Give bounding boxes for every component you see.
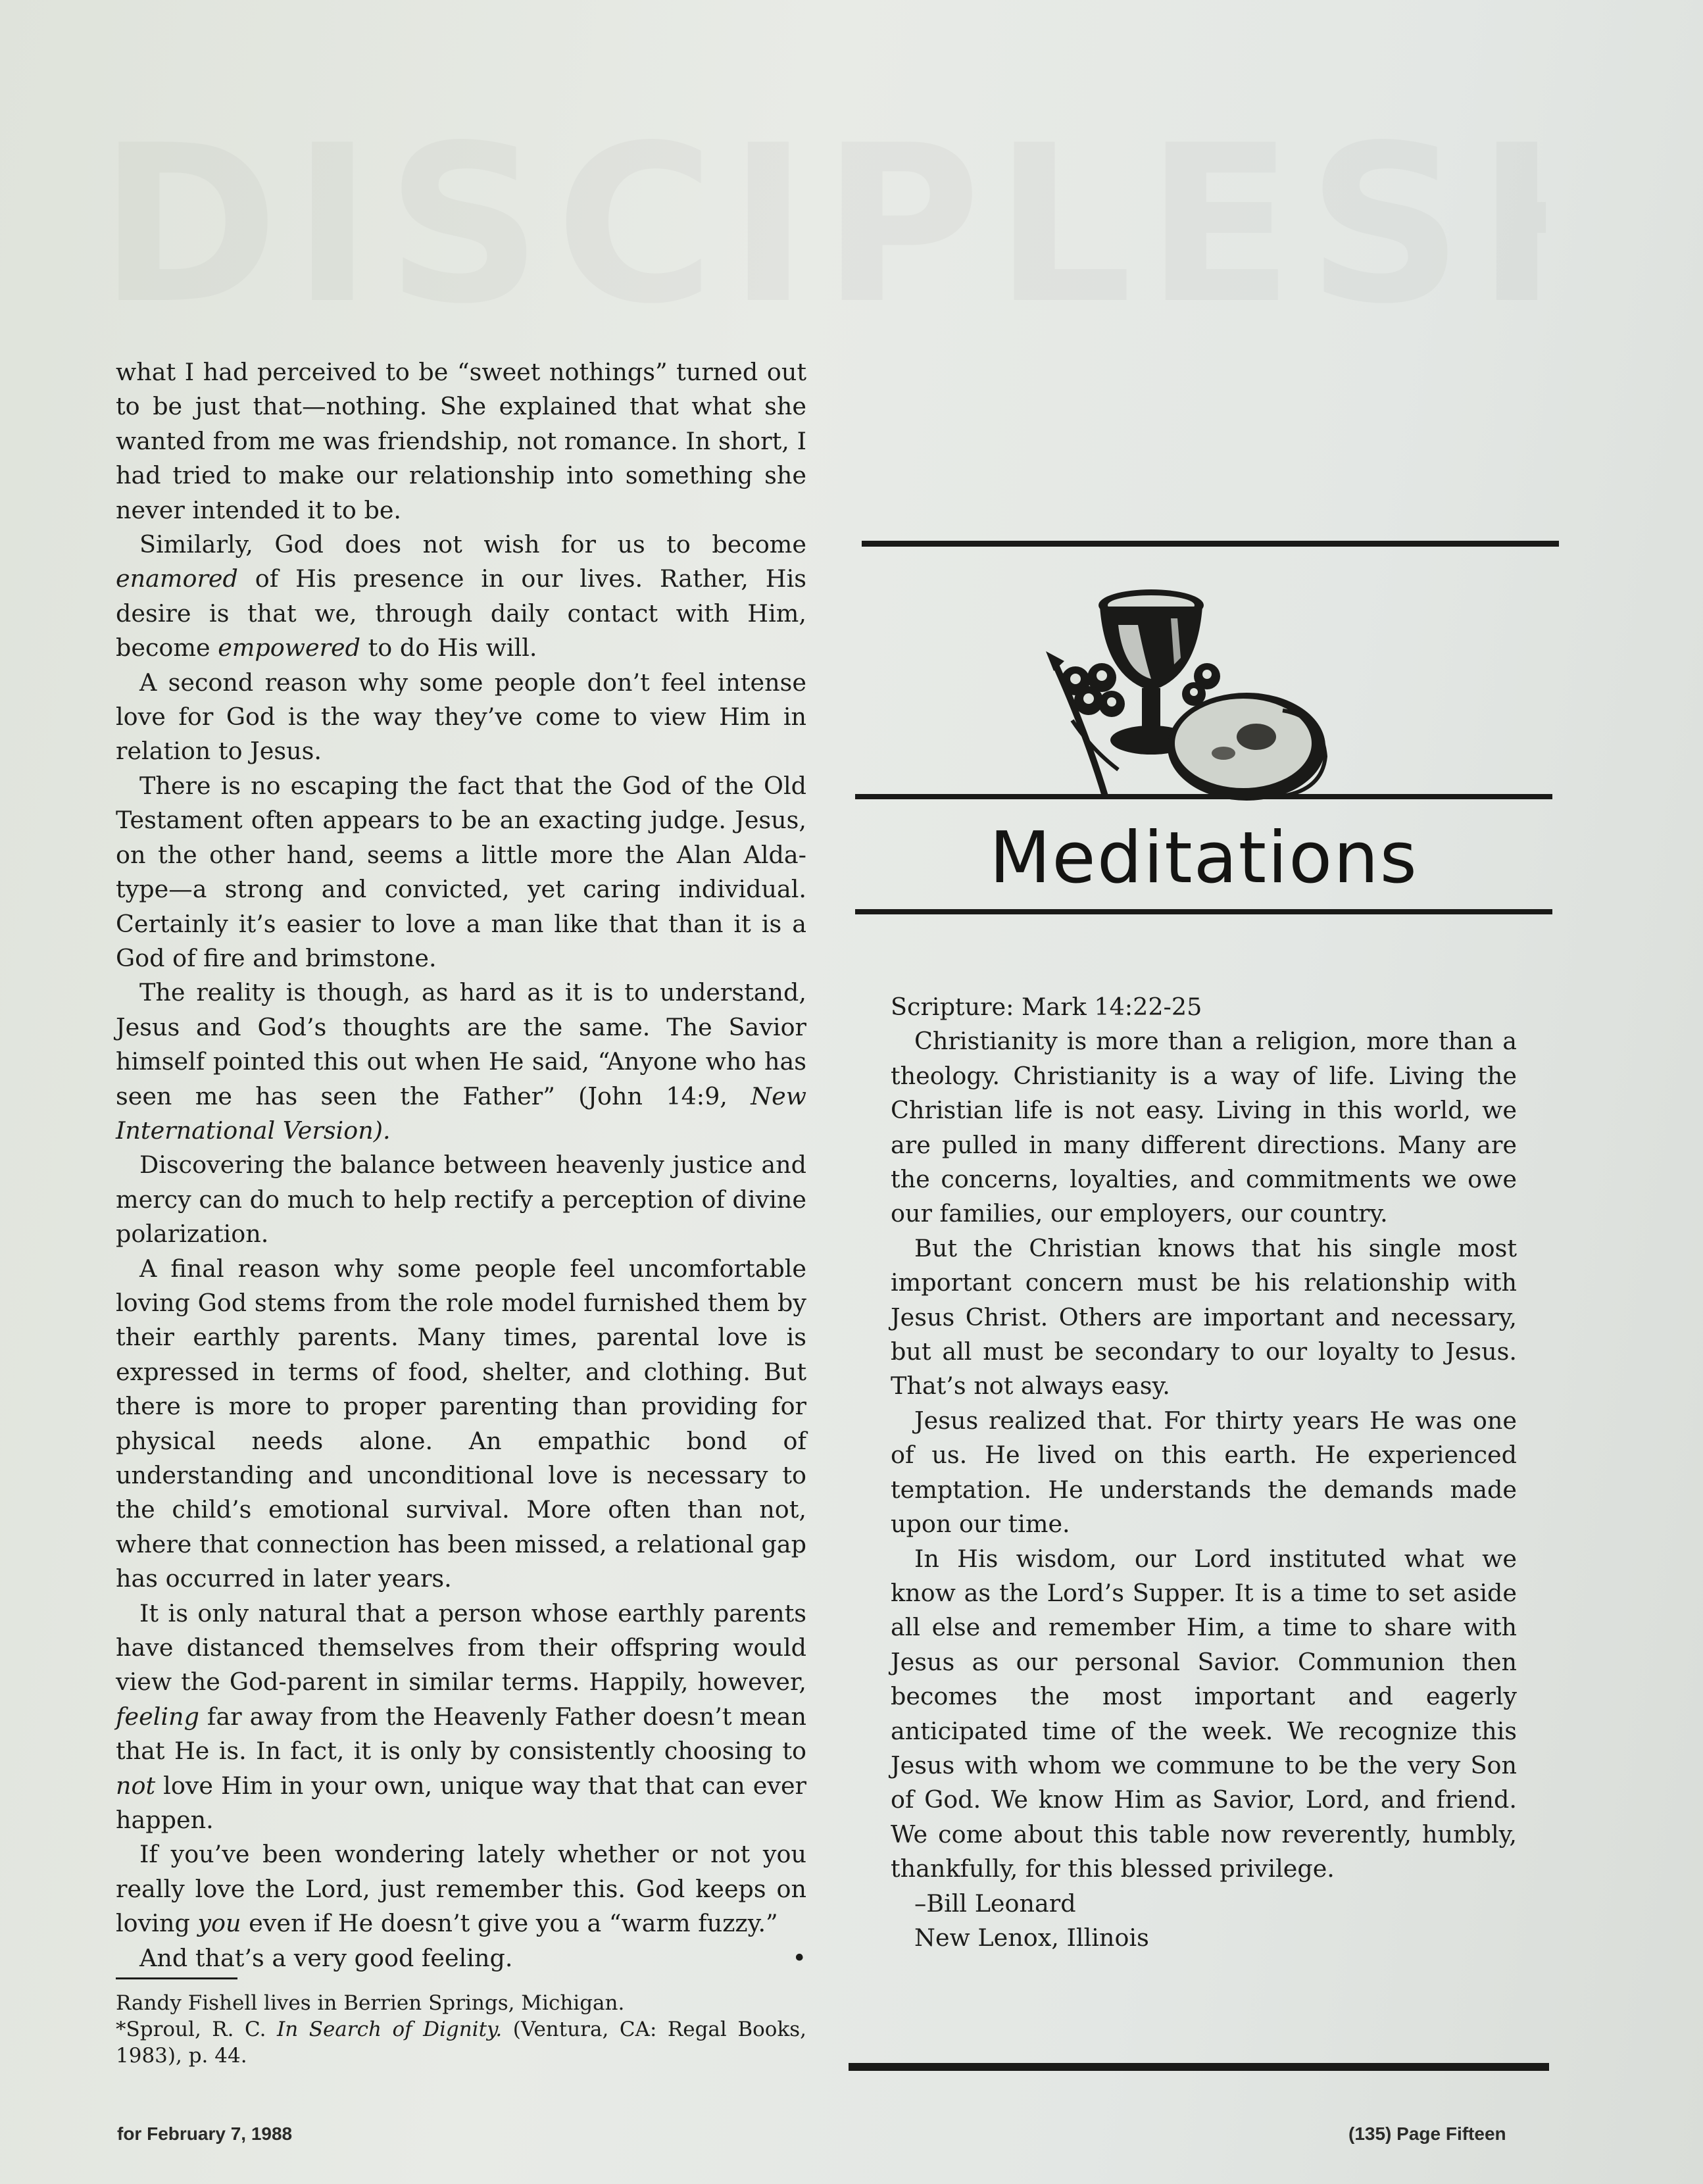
author-note: Randy Fishell lives in Berrien Springs, Michigan. <box>116 1991 625 2015</box>
paragraph: Jesus realized that. For thirty years He was one of us. He lived on this earth. He experienced temptation. He understands the demands made upon our time. <box>891 1406 1517 1539</box>
paragraph: A final reason why some people feel uncomfortable loving God stems from the role model furnished them by their earthly parents. Many times, parental love is expressed in terms of food, shelter, and clothing. But there is more to proper parenting than providing for physical needs alone. An empathic bond of understanding and unconditional love is necessary to the child’s emotional survival. More often than not, where that connection has been missed, a relational gap has occurred in later years. <box>116 1254 806 1593</box>
scripture-reference: Scripture: Mark 14:22-25 <box>891 993 1202 1021</box>
footnote-rule <box>116 1977 237 1979</box>
paragraph: It is only natural that a person whose earthly parents have distanced themselves from their offspring would view the God-parent in similar terms. Happily, however, feeling far away from the Heavenly Father doesn’t mean that He is. In fact, it is only by consistently choosing to not love Him in your own, unique way that that can ever happen. <box>116 1599 806 1835</box>
paragraph: Christianity is more than a religion, more than a theology. Christianity is a way of life. Living the Christian life is not easy. Living in this world, we are pulled in many different directions. Many are the concerns, loyalties, and commitments we owe our families, our employers, our country. <box>891 1027 1517 1228</box>
paragraph: In His wisdom, our Lord instituted what we know as the Lord’s Supper. It is a time to set aside all else and remember Him, a time to share with Jesus as our personal Savior. Communion then becomes the most important and eagerly anticipated time of the week. We recognize this Jesus with whom we commune to be the very Son of God. We know Him as Savior, Lord, and friend. We come about this table now reverently, humbly, thankfully, for this blessed privilege. <box>891 1544 1517 1883</box>
meditations-column <box>891 990 1517 1955</box>
paragraph: Similarly, God does not wish for us to become enamored of His presence in our lives. Rather, His desire is that we, through daily contact with Him, become empowered to do His will. <box>116 530 806 662</box>
paragraph: But the Christian knows that his single most important concern must be his relationship with Jesus Christ. Others are important and necessary, but all must be secondary to our loyalty to Jesus. That’s not always easy. <box>891 1233 1517 1401</box>
signature-name: –Bill Leonard <box>914 1889 1076 1918</box>
divider-rule <box>849 2063 1549 2071</box>
end-mark: • <box>792 1943 806 1972</box>
signature-place: New Lenox, Illinois <box>914 1923 1149 1952</box>
paragraph: The reality is though, as hard as it is to understand, Jesus and God’s thoughts are the same. The Savior himself pointed this out when He said, “Anyone who has seen me has seen the Father” (John 14:9, New International Version). <box>116 978 806 1145</box>
paragraph: There is no escaping the fact that the God of the Old Testament often appears to be an exacting judge. Jesus, on the other hand, seems a little more the Alan Alda-type—a strong and convicted, yet caring individual. Certainly it’s easier to love a man like that than it is a God of fire and brimstone. <box>116 771 806 972</box>
closing-paragraph: And that’s a very good feeling. • <box>116 1941 806 1975</box>
paragraph: A second reason why some people don’t feel intense love for God is the way they’ve come to view Him in relation to Jesus. <box>116 668 806 766</box>
reference-note: *Sproul, R. C. In Search of Dignity. (Ventura, CA: Regal Books, 1983), p. 44. <box>116 2018 806 2068</box>
section-title: Meditations <box>989 817 1418 899</box>
paragraph: If you’ve been wondering lately whether or not you really love the Lord, just remember this. God keeps on loving you even if He doesn’t give you a “warm fuzzy.” <box>116 1840 806 1938</box>
divider-rule <box>855 909 1552 914</box>
divider-rule <box>855 794 1552 799</box>
show-through-heading <box>99 99 1546 335</box>
issue-date: for February 7, 1988 <box>117 2123 293 2144</box>
article-column-left <box>116 355 806 1975</box>
paragraph: what I had perceived to be “sweet nothings” turned out to be just that—nothing. She explained that what she wanted from me was friendship, not romance. In short, I had tried to make our relationship into something she never intended it to be. <box>116 358 806 524</box>
divider-rule <box>862 541 1559 547</box>
page-number: (135) Page Fifteen <box>1348 2123 1506 2144</box>
footnotes <box>116 1977 806 2069</box>
paragraph: Discovering the balance between heavenly justice and mercy can do much to help rectify a perception of divine polarization. <box>116 1151 806 1249</box>
communion-cup-bread-grapes-icon <box>1046 579 1355 803</box>
